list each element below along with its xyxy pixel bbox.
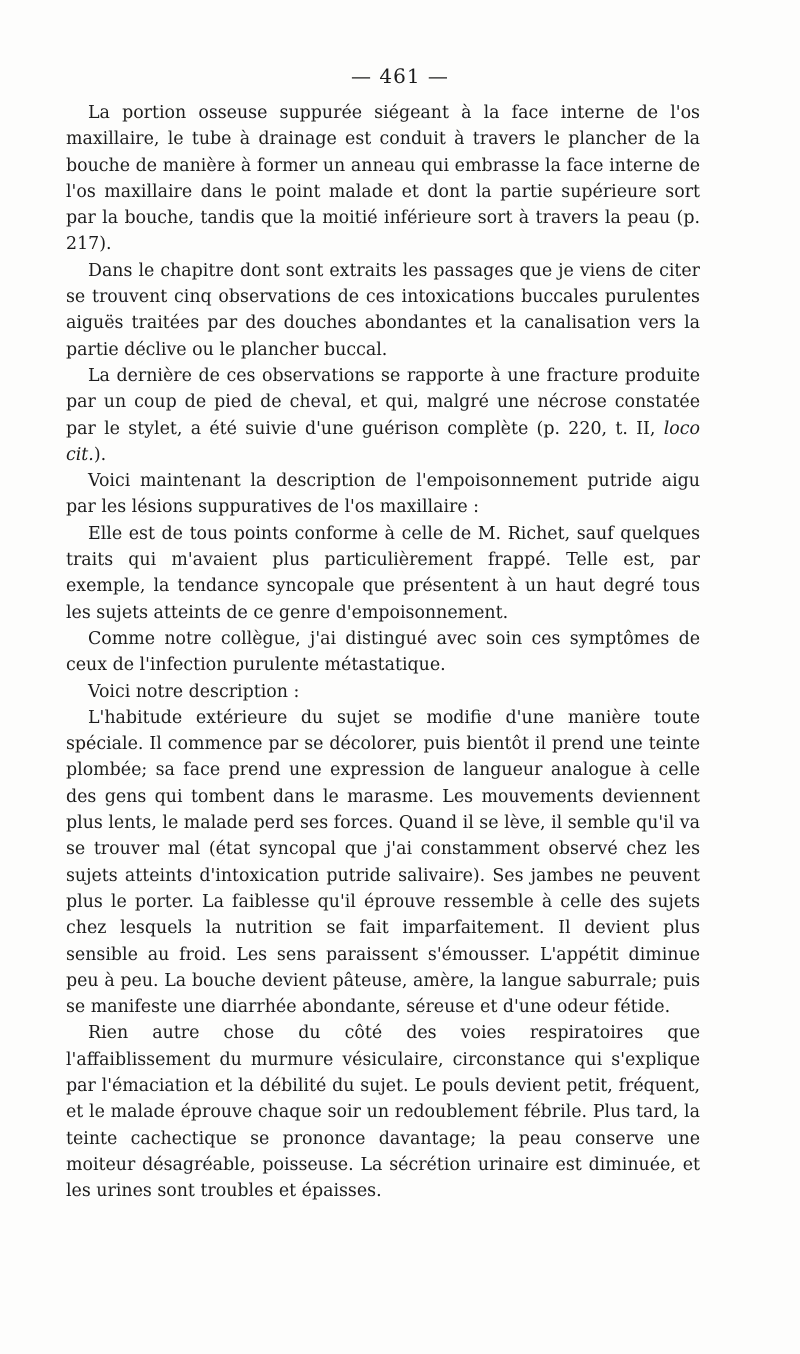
paragraph-text: La dernière de ces observations se rapporte à une fracture produite par un coup de pied de cheval, et qui, malgré une nécrose constatée par le stylet, a été suivie d'une guérison complète (p. 220, t. II, xyxy=(66,365,700,439)
paragraph-text-end: ). xyxy=(93,444,107,465)
paragraph-our-description: Voici notre description : xyxy=(88,681,300,702)
citation-italic: loco cit. xyxy=(66,418,700,465)
paragraph-description-intro: Voici maintenant la description de l'empoisonnement putride aigu par les lésions suppuratives de l'os maxillaire : xyxy=(66,471,700,518)
paragraph-colleague: Comme notre collègue, j'ai distingué avec soin ces symptômes de ceux de l'infection purulente métastatique. xyxy=(66,628,700,676)
paragraph-chapter-observations: Dans le chapitre dont sont extraits les passages que je viens de citer se trouvent cinq observations de ces intoxications buccales purulentes aiguës traitées par des douches abondantes et la canalisation vers la partie déclive ou le plancher buccal. xyxy=(66,260,700,360)
paragraph-drainage-tube: La portion osseuse suppurée siégeant à la face interne de l'os maxillaire, le tube à drainage est conduit à travers le plancher de la bouche de manière à former un anneau qui embrasse la face interne de l'os maxillaire dans le point malade et dont la partie supérieure sort par la bouche, tandis que la moitié inférieure sort à travers la peau (p. 217). xyxy=(66,103,700,255)
paragraph-symptoms: L'habitude extérieure du sujet se modifie d'une manière toute spéciale. Il commence par se décolorer, puis bientôt il prend une teinte plombée; sa face prend une expression de langueur analogue à celle des gens qui tombent dans le marasme. Les mouvements deviennent plus lents, le malade perd ses forces. Quand il se lève, il semble qu'il va se trouver mal (état syncopal que j'ai constamment observé chez les sujets atteints d'intoxication putride salivaire). Ses jambes ne peuvent plus le porter. La faiblesse qu'il éprouve ressemble à celle des sujets chez lesquels la nutrition se fait imparfaitement. Il devient plus sensible au froid. Les sens paraissent s'émousser. L'appétit diminue peu à peu. La bouche devient pâteuse, amère, la langue saburrale; puis se manifeste une diarrhée abondante, séreuse et d'une odeur fétide. xyxy=(66,707,700,1018)
body-text xyxy=(66,100,700,1204)
paragraph-respiratory: Rien autre chose du côté des voies respiratoires que l'affaiblissement du murmure vésiculaire, circonstance qui s'explique par l'émaciation et la débilité du sujet. Le pouls devient petit, fréquent, et le malade éprouve chaque soir un redoublement fébrile. Plus tard, la teinte cachectique se prononce davantage; la peau conserve une moiteur désagréable, poisseuse. La sécrétion urinaire est diminuée, et les urines sont troubles et épaisses. xyxy=(66,1023,700,1202)
paragraph-fracture-observation xyxy=(66,363,700,468)
paragraph-richet-comparison: Elle est de tous points conforme à celle de M. Richet, sauf quelques traits qui m'avaient plus particulièrement frappé. Telle est, par exemple, la tendance syncopale que présentent à un haut degré tous les sujets atteints de ce genre d'empoisonnement. xyxy=(66,523,700,623)
page-number: — 461 — xyxy=(351,64,449,88)
